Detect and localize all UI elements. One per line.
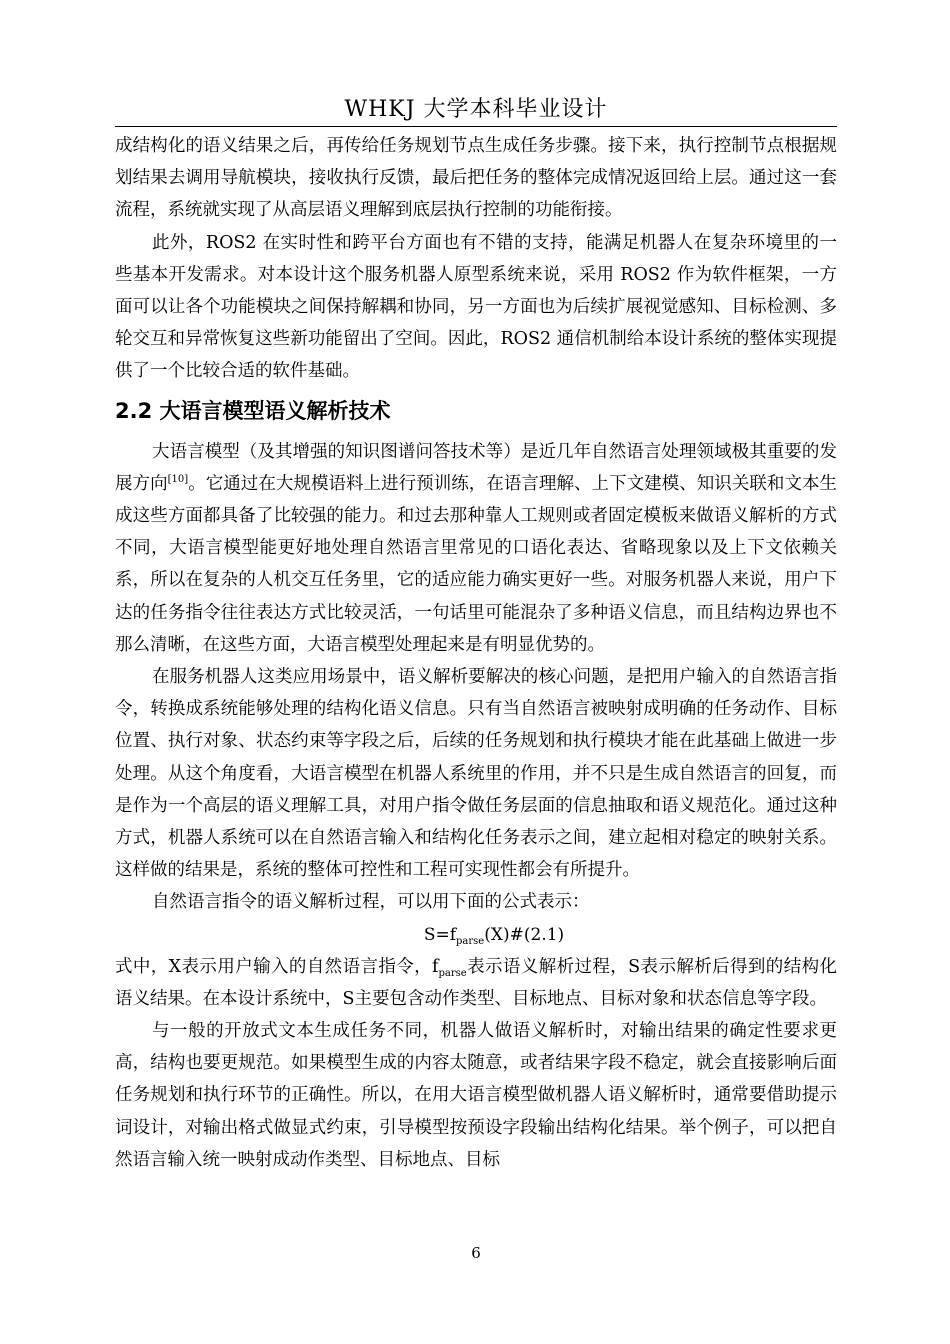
paragraph-semantic-parsing: 在服务机器人这类应用场景中，语义解析要解决的核心问题，是把用户输入的自然语言指令，转换成系统能够处理的结构化语义信息。只有当自然语言被映射成明确的任务动作、目标位置、执行对象、状态约束等字段之后，后续的任务规划和执行模块才能在此基础上做进一步处理。从这个角度看，大语言模型在机器人系统里的作用，并不只是生成自然语言的回复，而是作为一个高层的语义理解工具，对用户指令做任务层面的信息抽取和语义规范化。通过这种方式，机器人系统可以在自然语言输入和结构化任务表示之间，建立起相对稳定的映射关系。这样做的结果是，系统的整体可控性和工程可实现性都会有所提升。	[115, 667, 837, 881]
paragraph-formula-intro: 自然语言指令的语义解析过程，可以用下面的公式表示：	[152, 892, 590, 913]
paragraph-llm-intro-part1: 大语言模型（及其增强的知识图谱问答技术等）是近几年自然语言处理领域极其重要的发展方向	[115, 441, 837, 494]
equation-number: #(2.1)	[509, 924, 565, 945]
paragraph-output-constraints: 与一般的开放式文本生成任务不同，机器人做语义解析时，对输出结果的确定性要求更高，结构也要更规范。如果模型生成的内容太随意，或者结果字段不稳定，就会直接影响后面任务规划和执行环节的正确性。所以，在用大语言模型做机器人语义解析时，通常要借助提示词设计，对输出格式做显式约束，引导模型按预设字段输出结构化结果。举个例子，可以把自然语言输入统一映射成动作类型、目标地点、目标	[115, 1021, 837, 1170]
formula-lhs: S	[423, 924, 436, 945]
paragraph-ros2: 此外，ROS2 在实时性和跨平台方面也有不错的支持，能满足机器人在复杂环境里的一些基本开发需求。对本设计这个服务机器人原型系统来说，采用 ROS2 作为软件框架，一方面可以让各个功能模块之间保持解耦和协同，另一方面也为后续扩展视觉感知、目标检测、多轮交互和异常恢复这些新功能留出了空间。因此，ROS2 通信机制给本设计系统的整体实现提供了一个比较合适的软件基础。	[115, 232, 837, 382]
formula-open-paren: (	[484, 924, 491, 945]
page-header-title: WHKJ 大学本科毕业设计	[344, 97, 608, 122]
paragraph-continued: 成结构化的语义结果之后，再传给任务规划节点生成任务步骤。接下来，执行控制节点根据规划结果去调用导航模块，接收执行反馈，最后把任务的整体完成情况返回给上层。通过这一套流程，系统就实现了从高层语义理解到底层执行控制的功能衔接。	[115, 136, 837, 221]
paragraph-formula-explain-part1: 式中，X表示用户输入的自然语言指令，f	[115, 956, 439, 977]
page-number: 6	[471, 1244, 481, 1262]
paragraph-llm-intro-part2: 。它通过在大规模语料上进行预训练，在语言理解、上下文建模、知识关联和文本生成这些方面都具备了比较强的能力。和过去那种靠人工规则或者固定模板来做语义解析的方式不同，大语言模型能更好地处理自然语言里常见的口语化表达、省略现象以及上下文依赖关系，所以在复杂的人机交互任务里，它的适应能力确实更好一些。对服务机器人来说，用户下达的任务指令往往表达方式比较灵活，一句话里可能混杂了多种语义信息，而且结构边界也不那么清晰，在这些方面，大语言模型处理起来是有明显优势的。	[115, 473, 838, 655]
equation-2-1	[115, 919, 837, 951]
inline-subscript: parse	[438, 967, 467, 979]
header-divider	[115, 126, 837, 127]
formula-subscript: parse	[456, 935, 485, 947]
formula-close-paren: )	[502, 924, 510, 945]
formula-equals: =	[435, 924, 450, 945]
section-heading: 2.2 大语言模型语义解析技术	[115, 398, 391, 423]
formula-function: f	[449, 924, 457, 945]
paragraph-llm-intro	[115, 436, 837, 661]
citation-ref[interactable]: [10]	[167, 473, 189, 485]
paragraph-formula-explain	[115, 951, 837, 1015]
paragraph-formula-explain-part2: 表示语义解析过程，S表示解析后得到的结构化语义结果。在本设计系统中，S主要包含动作类型、目标地点、目标对象和状态信息等字段。	[115, 956, 837, 1009]
page-body	[115, 130, 837, 1176]
formula-arg: X	[490, 924, 503, 945]
